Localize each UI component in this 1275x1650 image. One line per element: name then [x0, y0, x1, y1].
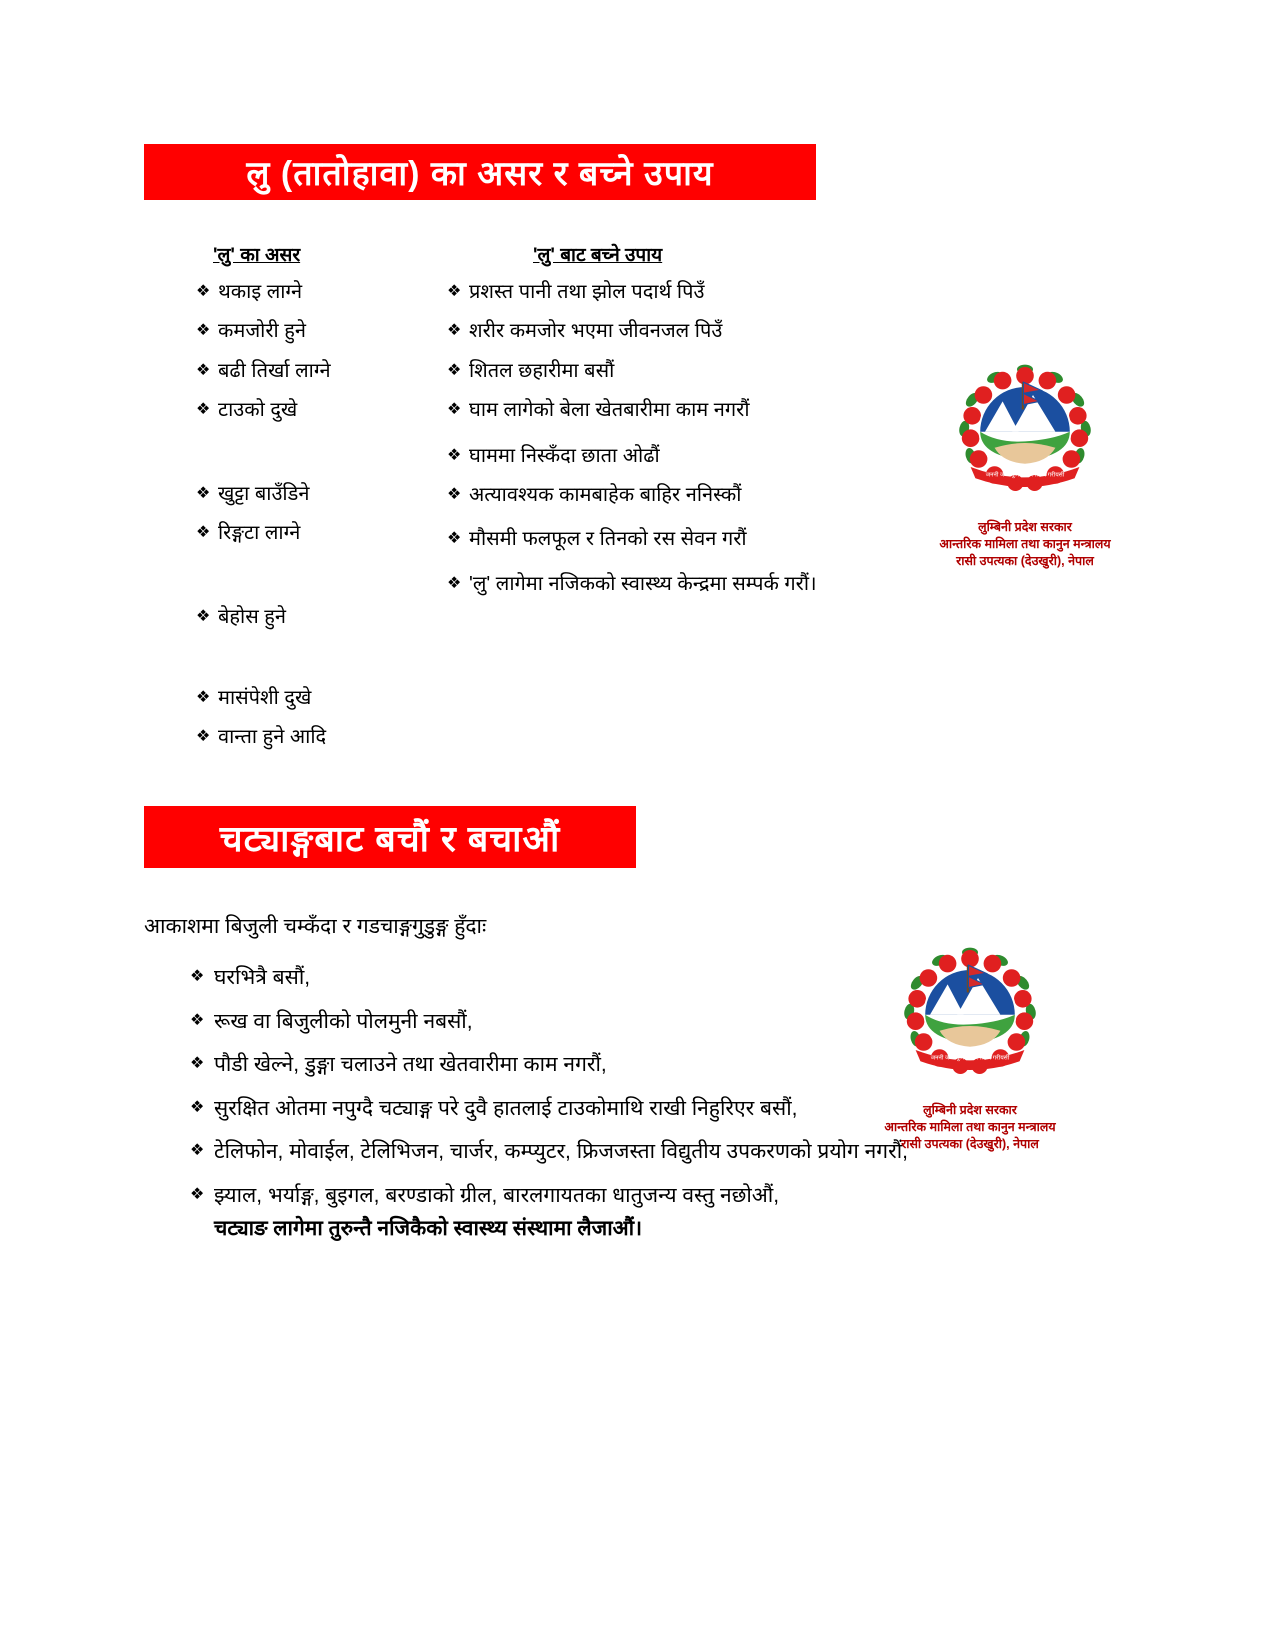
list-item [447, 442, 867, 470]
list-item [447, 570, 867, 598]
list-item-label: घाम लागेको बेला खेतबारीमा काम नगरौं [469, 399, 750, 422]
lightning-intro-text: आकाशमा बिजुली चम्कँदा र गडचाङ्गगुडुङ्ग हुँदाः [144, 915, 487, 938]
bullet-icon: ❖ [196, 484, 211, 502]
list-item-label: शरीर कमजोर भएमा जीवनजल पिउँ [469, 320, 723, 343]
bullet-icon: ❖ [447, 574, 462, 592]
list-item [196, 357, 446, 385]
list-item [196, 684, 446, 712]
list-item-label: टेलिफोन, मोवाईल, टेलिभिजन, चार्जर, कम्प्युटर, फ्रिजजस्ता विद्युतीय उपकरणको प्रयोग नगरौं, [214, 1140, 908, 1163]
bullet-icon: ❖ [196, 608, 211, 626]
list-item-label: मासंपेशी दुखे [218, 686, 312, 709]
nepal-emblem-icon [890, 938, 1050, 1098]
svg-text:जननी जन्मभूमिश्च स्वर्गादपि गर: जननी जन्मभूमिश्च स्वर्गादपि गरीयसी [930, 1055, 1010, 1062]
list-item [447, 396, 867, 424]
list-item-label: मौसमी फलफूल र तिनको रस सेवन गरौं [469, 528, 747, 551]
bullet-icon: ❖ [190, 1185, 205, 1203]
list-item-label: वान्ता हुने आदि [218, 726, 327, 749]
bullet-icon: ❖ [447, 322, 462, 340]
list-item-text: झ्याल, भर्याङ्ग, बुइगल, बरण्डाको ग्रील, बारलगायतका धातुजन्य वस्तु नछोऔं, [214, 1183, 780, 1207]
list-item-label: बेहोस हुने [218, 606, 287, 629]
emblem-caption-line2: आन्तरिक मामिला तथा कानुन मन्त्रालय [884, 1119, 1056, 1134]
list-item [196, 278, 446, 306]
list-item-label [214, 1180, 980, 1245]
bullet-icon: ❖ [196, 523, 211, 541]
lightning-closing-note: चट्याङ लागेमा तुरुन्तै नजिकैको स्वास्थ्य संस्थामा लैजाऔं। [214, 1217, 643, 1240]
heatwave-measures-heading: 'लु' बाट बच्ने उपाय [533, 245, 663, 266]
list-item [196, 317, 446, 345]
list-item [196, 396, 446, 424]
heatwave-measures-list [447, 278, 867, 609]
heatwave-banner-title: लु (तातोहावा) का असर र बच्ने उपाय [144, 144, 816, 200]
list-item [447, 278, 867, 306]
government-emblem-bottom [840, 938, 1100, 1153]
emblem-caption-line3: रासी उपत्यका (देउखुरी), नेपाल [901, 1136, 1039, 1151]
government-emblem-top [895, 355, 1155, 570]
bullet-icon: ❖ [196, 361, 211, 379]
nepal-emblem-icon [945, 355, 1105, 515]
lightning-banner-title: चट्याङ्गबाट बचौं र बचाऔं [144, 806, 636, 868]
bullet-icon: ❖ [447, 446, 462, 464]
heatwave-effects-list [196, 278, 446, 763]
bullet-icon: ❖ [447, 401, 462, 419]
list-item [447, 525, 867, 553]
bullet-icon: ❖ [190, 1098, 205, 1116]
list-item-label: टाउको दुखे [218, 399, 298, 422]
bullet-icon: ❖ [196, 283, 211, 300]
heatwave-effects-heading: 'लु' का असर [213, 245, 301, 266]
bullet-icon: ❖ [196, 728, 211, 746]
bullet-icon: ❖ [190, 1055, 205, 1072]
list-item-label: पौडी खेल्ने, डुङ्गा चलाउने तथा खेतवारीमा काम नगरौं, [214, 1053, 607, 1076]
list-item-label: रिङ्गटा लाग्ने [218, 521, 301, 544]
list-item-label: सुरक्षित ओतमा नपुग्दै चट्याङ्ग परे दुवै हातलाई टाउकोमाथि राखी निहुरिएर बसौं, [214, 1096, 798, 1120]
bullet-icon: ❖ [190, 968, 205, 985]
emblem-caption-line1: लुम्बिनी प्रदेश सरकार [978, 520, 1072, 534]
list-item [196, 603, 446, 631]
list-item [447, 357, 867, 385]
emblem-caption-line3: रासी उपत्यका (देउखुरी), नेपाल [956, 553, 1094, 568]
list-item [447, 317, 867, 345]
emblem-caption-line2: आन्तरिक मामिला तथा कानुन मन्त्रालय [939, 536, 1111, 551]
list-item-label: घरभित्रै बसौं, [214, 966, 311, 989]
bullet-icon: ❖ [196, 688, 211, 706]
bullet-icon: ❖ [196, 401, 211, 419]
svg-text:जननी जन्मभूमिश्च स्वर्गादपि गर: जननी जन्मभूमिश्च स्वर्गादपि गरीयसी [985, 472, 1065, 479]
list-item-label: घाममा निस्कँदा छाता ओढौं [469, 444, 660, 467]
bullet-icon: ❖ [190, 1142, 205, 1159]
emblem-caption [895, 519, 1155, 570]
list-item-label: थकाइ लाग्ने [218, 281, 303, 303]
list-item-label: शितल छहारीमा बसौं [469, 359, 615, 382]
bullet-icon: ❖ [447, 283, 462, 300]
list-item-label: 'लु' लागेमा नजिकको स्वास्थ्य केन्द्रमा सम्पर्क गरौं। [469, 572, 817, 595]
list-item [447, 481, 867, 509]
bullet-icon: ❖ [447, 530, 462, 548]
list-item-label: रूख वा बिजुलीको पोलमुनी नबसौं, [214, 1009, 473, 1033]
list-item-label: अत्यावश्यक कामबाहेक बाहिर ननिस्कौं [469, 483, 742, 506]
emblem-caption-line1: लुम्बिनी प्रदेश सरकार [923, 1103, 1017, 1117]
list-item [196, 519, 446, 547]
bullet-icon: ❖ [447, 485, 462, 503]
list-item-label: खुट्टा बाउँडिने [218, 482, 310, 505]
list-item-label: कमजोरी हुने [218, 320, 306, 343]
list-item [196, 480, 446, 508]
list-item [196, 723, 446, 751]
bullet-icon: ❖ [196, 322, 211, 340]
bullet-icon: ❖ [190, 1011, 205, 1029]
list-item [190, 1180, 980, 1245]
list-item-label: बढी तिर्खा लाग्ने [218, 359, 331, 382]
emblem-caption [840, 1102, 1100, 1153]
list-item-label: प्रशस्त पानी तथा झोल पदार्थ पिउँ [469, 281, 705, 303]
bullet-icon: ❖ [447, 361, 462, 379]
